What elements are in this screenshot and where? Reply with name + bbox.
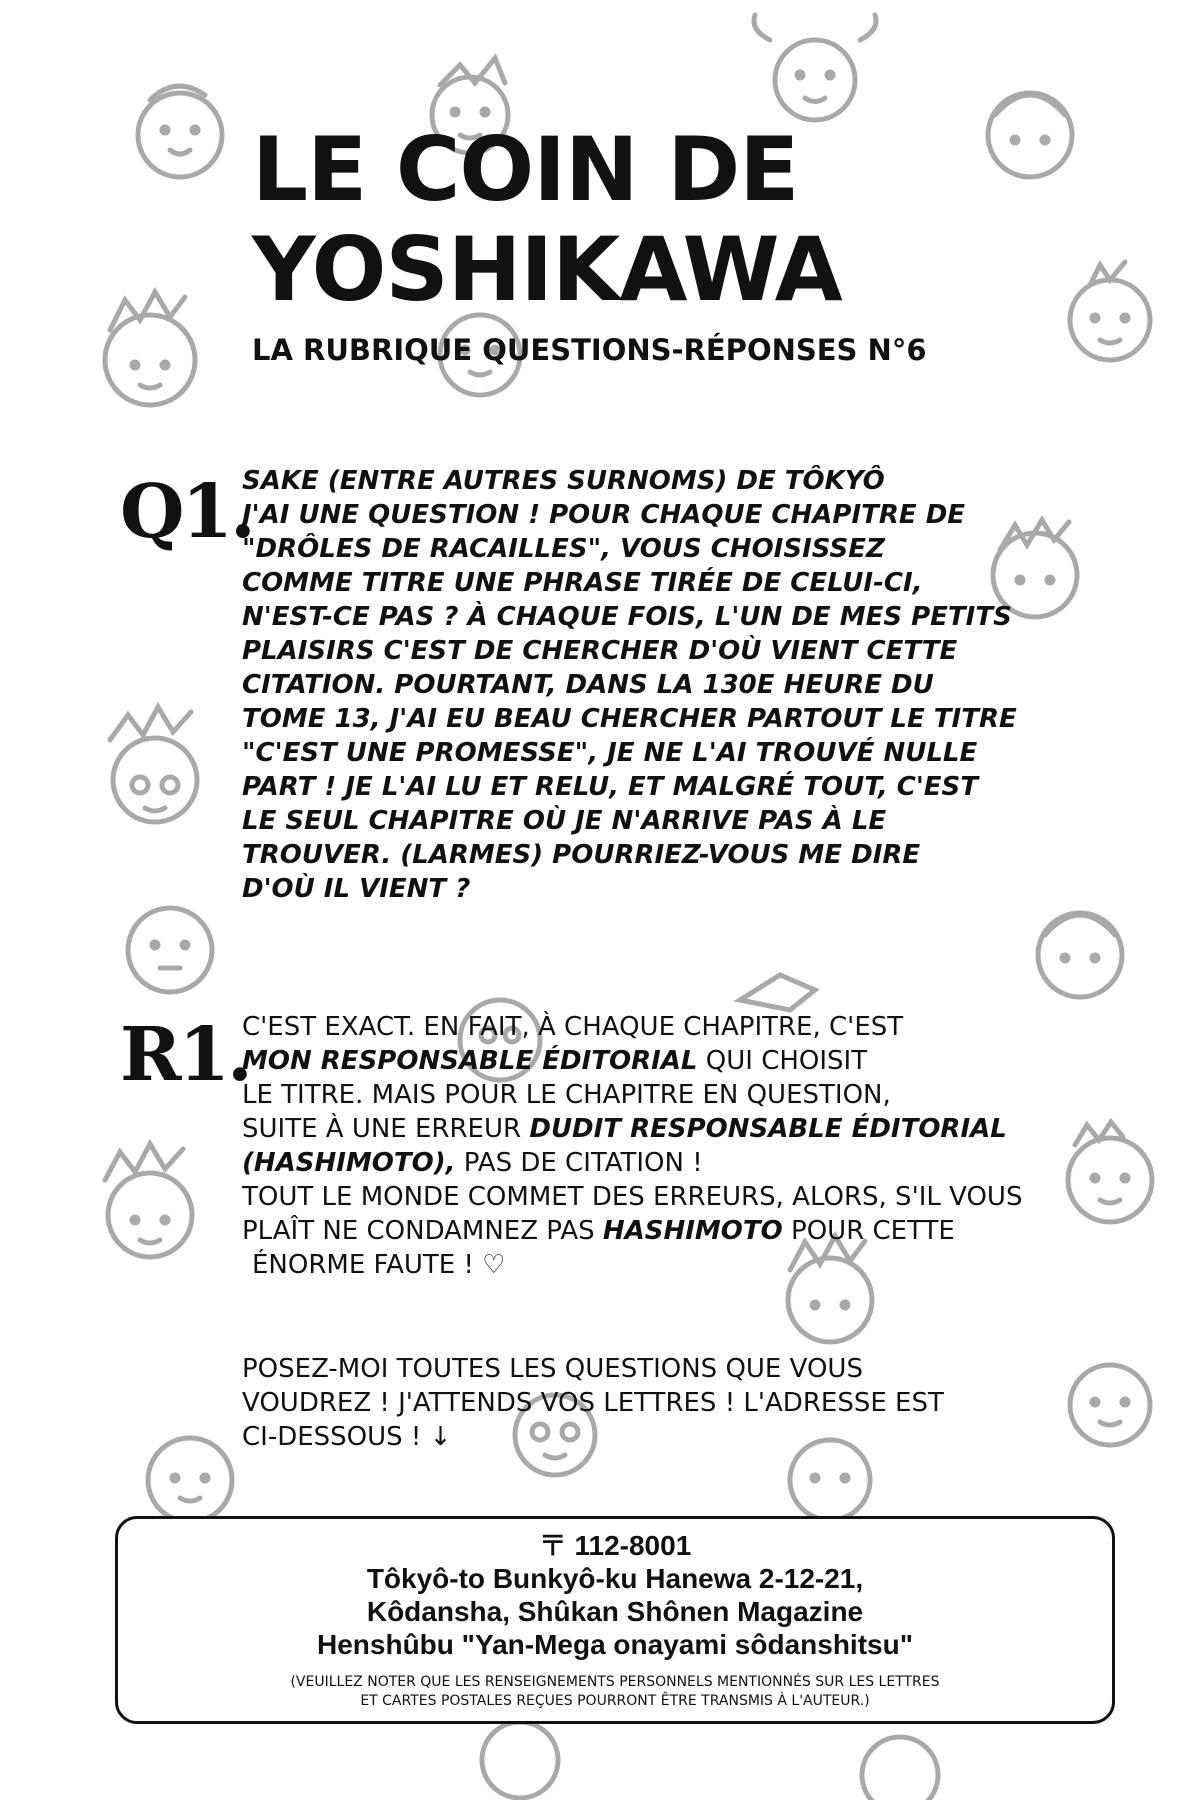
answer-line [242, 1146, 1122, 1180]
doodle-face [988, 93, 1072, 177]
doodle-face [138, 86, 222, 177]
answer-line [242, 1044, 1122, 1078]
question-line: "C'EST UNE PROMESSE", JE NE L'AI TROUVÉ NULLE [242, 738, 978, 768]
answer-line-part: SUITE À UNE ERREUR [242, 1114, 530, 1144]
postal-code: 〒 112-8001 [538, 1530, 692, 1561]
title-line-2: YOSHIKAWA [252, 218, 842, 321]
answer-emphasis: HASHIMOTO [602, 1216, 783, 1246]
question-line: TROUVER. (LARMES) POURRIEZ-VOUS ME DIRE [242, 840, 921, 870]
question-line: LE SEUL CHAPITRE OÙ JE N'ARRIVE PAS À LE [242, 806, 887, 836]
question-line: SAKE (ENTRE AUTRES SURNOMS) DE TÔKYÔ [242, 466, 885, 496]
answer-line-part: PAS DE CITATION ! [455, 1148, 703, 1178]
question-label: Q1. [120, 469, 253, 555]
question-line: PLAISIRS C'EST DE CHERCHER D'OÙ VIENT CETTE [242, 636, 958, 666]
closing-line: VOUDREZ ! J'ATTENDS VOS LETTRES ! L'ADRESSE EST [242, 1388, 944, 1418]
question-line: N'EST-CE PAS ? À CHAQUE FOIS, L'UN DE MES PETITS [242, 602, 1012, 632]
question-line: PART ! JE L'AI LU ET RELU, ET MALGRÉ TOUT, C'EST [242, 772, 979, 802]
doodle-face [105, 1144, 192, 1257]
question-line: CITATION. POURTANT, DANS LA 130E HEURE DU [242, 670, 934, 700]
answer-line: TOUT LE MONDE COMMET DES ERREURS, ALORS, S'IL VOUS [242, 1182, 1023, 1212]
answer-line: ÉNORME FAUTE ! ♡ [252, 1250, 506, 1280]
doodle-face [148, 1438, 232, 1522]
answer-emphasis: (HASHIMOTO), [242, 1148, 456, 1178]
doodle-face [110, 707, 197, 822]
doodle-face [1038, 913, 1122, 997]
answer-line [242, 1214, 1122, 1248]
question-line: "DRÔLES DE RACAILLES", VOUS CHOISISSEZ [242, 534, 885, 564]
closing-line: POSEZ-MOI TOUTES LES QUESTIONS QUE VOUS [242, 1354, 863, 1384]
doodle-face [128, 908, 212, 992]
answer-label: R1. [120, 1012, 250, 1098]
question-line: D'OÙ IL VIENT ? [242, 874, 471, 904]
answer-emphasis: DUDIT RESPONSABLE ÉDITORIAL [529, 1114, 1007, 1144]
privacy-note [118, 1673, 1112, 1711]
answer-line: C'EST EXACT. EN FAIT, À CHAQUE CHAPITRE, C'EST [242, 1012, 904, 1042]
privacy-note-line: ET CARTES POSTALES REÇUES POURRONT ÊTRE TRANSMIS À L'AUTEUR.) [360, 1693, 870, 1709]
question-text [242, 464, 1122, 906]
doodle-face [1070, 262, 1150, 360]
answer-line-part: PLAÎT NE CONDAMNEZ PAS [242, 1216, 603, 1246]
privacy-note-line: (VEUILLEZ NOTER QUE LES RENSEIGNEMENTS PERSONNELS MENTIONNÉS SUR LES LETTRES [290, 1674, 940, 1690]
answer-line-part: POUR CETTE [782, 1216, 955, 1246]
address-line: Henshûbu "Yan-Mega onayami sôdanshitsu" [317, 1629, 913, 1660]
doodle-face [482, 1722, 938, 1800]
page-subtitle: LA RUBRIQUE QUESTIONS-RÉPONSES N°6 [252, 333, 927, 367]
doodle-face [754, 15, 876, 120]
closing-line: CI-DESSOUS ! ↓ [242, 1422, 452, 1452]
title-line-1: LE COIN DE [252, 118, 799, 221]
question-line: J'AI UNE QUESTION ! POUR CHAQUE CHAPITRE DE [242, 500, 966, 530]
closing-text [242, 1352, 1122, 1454]
address-line: Tôkyô-to Bunkyô-ku Hanewa 2-12-21, [366, 1563, 864, 1594]
answer-line: LE TITRE. MAIS POUR LE CHAPITRE EN QUESTION, [242, 1080, 891, 1110]
answer-text [242, 1010, 1122, 1282]
answer-line-part: QUI CHOISIT [697, 1046, 868, 1076]
address-line: Kôdansha, Shûkan Shônen Magazine [366, 1596, 864, 1627]
page-title [252, 120, 842, 320]
address-box [115, 1516, 1115, 1724]
answer-emphasis: MON RESPONSABLE ÉDITORIAL [242, 1046, 698, 1076]
doodle-face [105, 292, 195, 405]
question-line: TOME 13, J'AI EU BEAU CHERCHER PARTOUT LE TITRE [242, 704, 1017, 734]
answer-line [242, 1112, 1122, 1146]
question-line: COMME TITRE UNE PHRASE TIRÉE DE CELUI-CI, [242, 568, 923, 598]
